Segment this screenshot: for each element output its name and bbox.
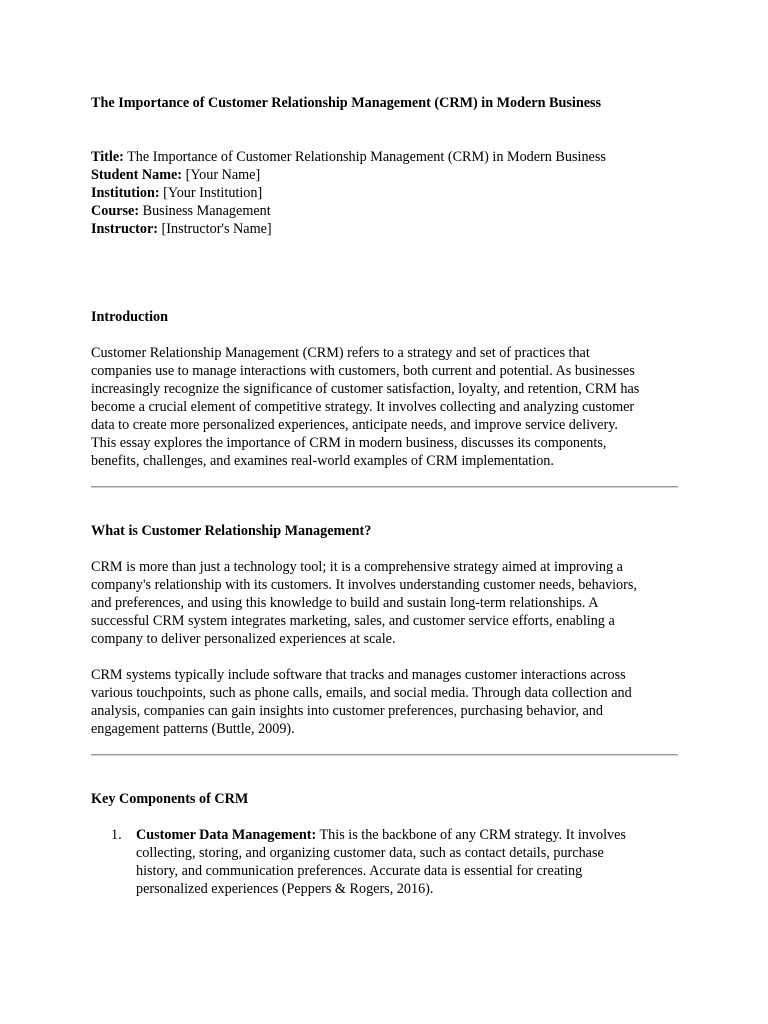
paragraph-line: successful CRM system integrates marketing, sales, and customer service efforts, enabling a	[91, 613, 615, 629]
meta-institution-label: Institution:	[91, 185, 160, 201]
meta-student-name-value: [Your Name]	[182, 167, 261, 183]
paragraph-line: and preferences, and using this knowledge to build and sustain long-term relationships. A	[91, 595, 599, 611]
title-page-metadata	[91, 148, 691, 238]
meta-student-name-label: Student Name:	[91, 167, 183, 183]
meta-course	[91, 202, 691, 220]
meta-title-value: The Importance of Customer Relationship Management (CRM) in Modern Business	[123, 149, 606, 165]
list-item-line: collecting, storing, and organizing customer data, such as contact details, purchase	[136, 845, 604, 861]
paragraph-line: company to deliver personalized experiences at scale.	[91, 631, 396, 647]
meta-institution-value: [Your Institution]	[159, 185, 263, 201]
meta-institution	[91, 184, 691, 202]
meta-course-value: Business Management	[139, 203, 271, 219]
meta-title-label: Title:	[91, 149, 124, 165]
horizontal-divider	[91, 486, 678, 488]
paragraph-line: This essay explores the importance of CRM in modern business, discusses its components,	[91, 435, 607, 451]
list-item-first-line	[136, 826, 691, 844]
paragraph-line: data to create more personalized experiences, anticipate needs, and improve service delivery.	[91, 417, 618, 433]
paragraph-line: benefits, challenges, and examines real-world examples of CRM implementation.	[91, 453, 554, 469]
meta-instructor	[91, 220, 691, 238]
key-components-list	[91, 826, 691, 898]
meta-instructor-value: [Instructor's Name]	[157, 221, 272, 237]
list-item	[91, 826, 691, 898]
document-title: The Importance of Customer Relationship Management (CRM) in Modern Business	[91, 95, 602, 111]
meta-instructor-label: Instructor:	[91, 221, 158, 237]
paragraph-line: increasingly recognize the significance of customer satisfaction, loyalty, and retention, CRM has	[91, 381, 640, 397]
what-is-crm-paragraph-2	[91, 666, 679, 738]
list-item-line: history, and communication preferences. Accurate data is essential for creating	[136, 863, 583, 879]
meta-course-label: Course:	[91, 203, 140, 219]
horizontal-divider	[91, 754, 678, 756]
meta-title	[91, 148, 691, 166]
paragraph-line: become a crucial element of competitive strategy. It involves collecting and analyzing customer	[91, 399, 635, 415]
paragraph-line: Customer Relationship Management (CRM) refers to a strategy and set of practices that	[91, 345, 590, 361]
paragraph-line: CRM systems typically include software that tracks and manages customer interactions across	[91, 667, 626, 683]
introduction-heading: Introduction	[91, 309, 168, 325]
what-is-crm-heading: What is Customer Relationship Management?	[91, 523, 372, 539]
paragraph-line: analysis, companies can gain insights into customer preferences, purchasing behavior, and	[91, 703, 603, 719]
list-item-number: 1.	[111, 827, 122, 843]
meta-student-name	[91, 166, 691, 184]
paragraph-line: CRM is more than just a technology tool; it is a comprehensive strategy aimed at improving a	[91, 559, 623, 575]
what-is-crm-paragraph-1	[91, 558, 679, 648]
list-item-line: personalized experiences (Peppers & Rogers, 2016).	[136, 881, 434, 897]
paragraph-line: companies use to manage interactions with customers, both current and potential. As businesses	[91, 363, 635, 379]
paragraph-line: company's relationship with its customers. It involves understanding customer needs, behaviors,	[91, 577, 637, 593]
paragraph-line: engagement patterns (Buttle, 2009).	[91, 721, 295, 737]
list-item-text: This is the backbone of any CRM strategy. It involves	[316, 827, 626, 843]
list-item-term: Customer Data Management:	[136, 827, 317, 843]
paragraph-line: various touchpoints, such as phone calls, emails, and social media. Through data collection and	[91, 685, 632, 701]
key-components-heading: Key Components of CRM	[91, 791, 249, 807]
introduction-paragraph	[91, 344, 679, 470]
